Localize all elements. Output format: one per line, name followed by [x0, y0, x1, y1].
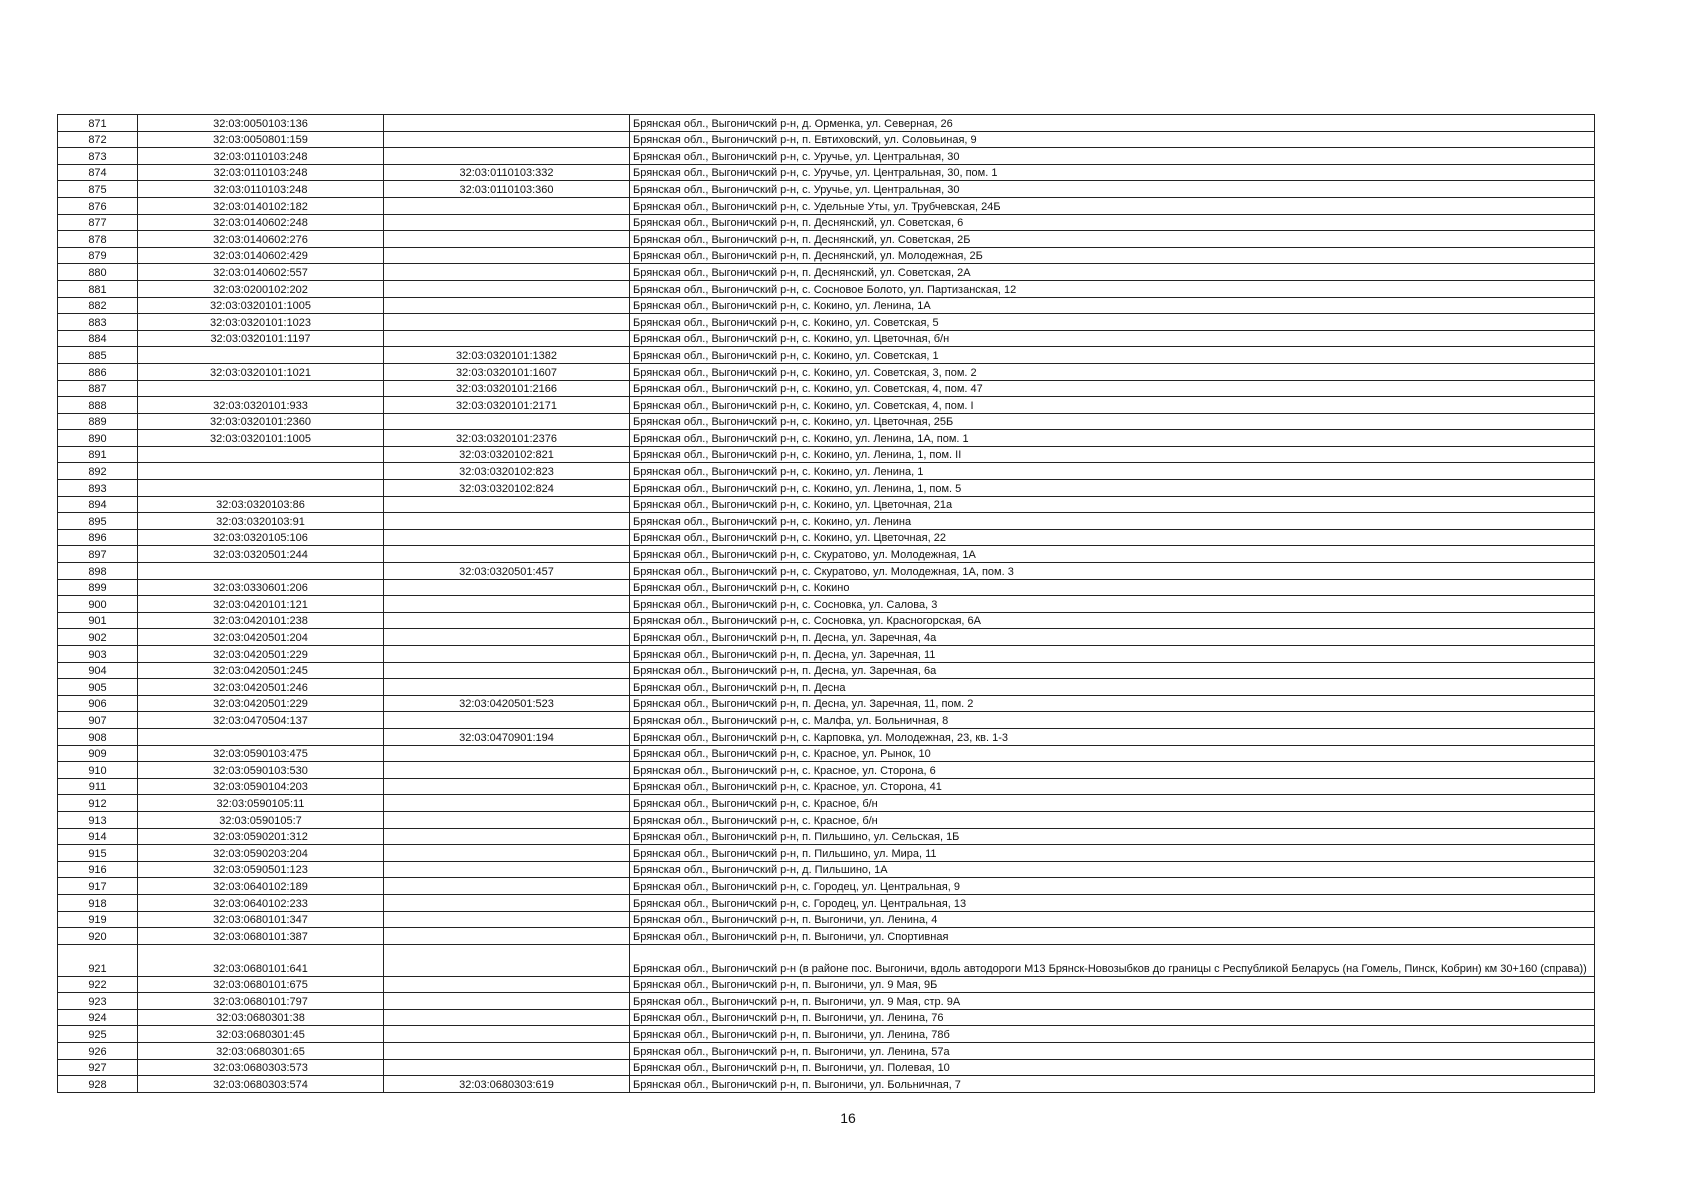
cadastral-number-cell: 32:03:0590103:530 — [138, 762, 384, 779]
cadastral-number-cell: 32:03:0050103:136 — [138, 115, 384, 132]
address-cell: Брянская обл., Выгоничский р-н, д. Орменка, ул. Северная, 26 — [630, 115, 1595, 132]
cadastral-number-cell: 32:03:0320103:86 — [138, 496, 384, 513]
row-number-cell: 920 — [58, 928, 138, 945]
address-cell: Брянская обл., Выгоничский р-н, п. Десна, ул. Заречная, 11, пом. 2 — [630, 695, 1595, 712]
address-cell: Брянская обл., Выгоничский р-н, п. Деснянский, ул. Советская, 2Б — [630, 231, 1595, 248]
row-number-cell: 876 — [58, 197, 138, 214]
row-number-cell: 875 — [58, 181, 138, 198]
cadastral-number-cell: 32:03:0320101:1023 — [138, 314, 384, 331]
address-cell: Брянская обл., Выгоничский р-н, с. Городец, ул. Центральная, 9 — [630, 878, 1595, 895]
row-number-cell: 914 — [58, 828, 138, 845]
table-row — [58, 993, 1595, 1010]
address-cell: Брянская обл., Выгоничский р-н, с. Кокино, ул. Советская, 1 — [630, 347, 1595, 364]
building-cadastral-number-cell — [384, 778, 630, 795]
row-number-cell: 891 — [58, 446, 138, 463]
cadastral-number-cell: 32:03:0320101:933 — [138, 397, 384, 414]
address-cell: Брянская обл., Выгоничский р-н, с. Уручье, ул. Центральная, 30 — [630, 148, 1595, 165]
page-number: 16 — [840, 1110, 856, 1126]
building-cadastral-number-cell: 32:03:0680303:619 — [384, 1076, 630, 1093]
cadastral-number-cell: 32:03:0420501:246 — [138, 679, 384, 696]
row-number-cell: 928 — [58, 1076, 138, 1093]
table-row — [58, 214, 1595, 231]
address-cell: Брянская обл., Выгоничский р-н, с. Кокино, ул. Цветочная, 21а — [630, 496, 1595, 513]
address-cell: Брянская обл., Выгоничский р-н, с. Сосновка, ул. Салова, 3 — [630, 596, 1595, 613]
row-number-cell: 919 — [58, 911, 138, 928]
address-cell: Брянская обл., Выгоничский р-н, с. Скуратово, ул. Молодежная, 1А — [630, 546, 1595, 563]
address-cell: Брянская обл., Выгоничский р-н, с. Кокино, ул. Ленина, 1, пом. II — [630, 446, 1595, 463]
table-row — [58, 1026, 1595, 1043]
row-number-cell: 922 — [58, 976, 138, 993]
address-cell: Брянская обл., Выгоничский р-н, с. Кокино, ул. Цветочная, 25Б — [630, 413, 1595, 430]
address-cell: Брянская обл., Выгоничский р-н, п. Десна, ул. Заречная, 4а — [630, 629, 1595, 646]
row-number-cell: 924 — [58, 1009, 138, 1026]
address-cell: Брянская обл., Выгоничский р-н, с. Кокино, ул. Советская, 4, пом. 47 — [630, 380, 1595, 397]
building-cadastral-number-cell — [384, 795, 630, 812]
address-cell: Брянская обл., Выгоничский р-н, с. Скуратово, ул. Молодежная, 1А, пом. 3 — [630, 563, 1595, 580]
table-row — [58, 795, 1595, 812]
building-cadastral-number-cell — [384, 845, 630, 862]
row-number-cell: 909 — [58, 745, 138, 762]
building-cadastral-number-cell — [384, 993, 630, 1010]
address-cell: Брянская обл., Выгоничский р-н, п. Десна, ул. Заречная, 6а — [630, 662, 1595, 679]
table-row — [58, 679, 1595, 696]
address-cell: Брянская обл., Выгоничский р-н, с. Карповка, ул. Молодежная, 23, кв. 1-3 — [630, 728, 1595, 745]
table-row — [58, 463, 1595, 480]
address-cell: Брянская обл., Выгоничский р-н (в районе пос. Выгоничи, вдоль автодороги М13 Брянск-Новозыбков до границы с Республикой Беларусь (на Гомель, Пинск, Кобрин) км 30+160 (справа)) — [630, 944, 1595, 976]
table-row — [58, 380, 1595, 397]
cadastral-number-cell: 32:03:0140602:248 — [138, 214, 384, 231]
table-row — [58, 264, 1595, 281]
address-cell: Брянская обл., Выгоничский р-н, с. Кокино, ул. Советская, 3, пом. 2 — [630, 363, 1595, 380]
table-row — [58, 297, 1595, 314]
cadastral-number-cell: 32:03:0420501:245 — [138, 662, 384, 679]
cadastral-number-cell: 32:03:0140602:429 — [138, 247, 384, 264]
table-row — [58, 811, 1595, 828]
cadastral-number-cell: 32:03:0140102:182 — [138, 197, 384, 214]
building-cadastral-number-cell — [384, 330, 630, 347]
address-cell: Брянская обл., Выгоничский р-н, п. Выгоничи, ул. Ленина, 76 — [630, 1009, 1595, 1026]
row-number-cell: 916 — [58, 861, 138, 878]
row-number-cell: 899 — [58, 579, 138, 596]
address-cell: Брянская обл., Выгоничский р-н, с. Кокино, ул. Ленина, 1А, пом. 1 — [630, 430, 1595, 447]
table-row — [58, 496, 1595, 513]
building-cadastral-number-cell — [384, 529, 630, 546]
row-number-cell: 915 — [58, 845, 138, 862]
row-number-cell: 889 — [58, 413, 138, 430]
building-cadastral-number-cell — [384, 944, 630, 976]
building-cadastral-number-cell — [384, 579, 630, 596]
building-cadastral-number-cell — [384, 247, 630, 264]
row-number-cell: 880 — [58, 264, 138, 281]
table-row — [58, 712, 1595, 729]
cadastral-number-cell — [138, 446, 384, 463]
address-cell: Брянская обл., Выгоничский р-н, с. Уручье, ул. Центральная, 30 — [630, 181, 1595, 198]
row-number-cell: 877 — [58, 214, 138, 231]
building-cadastral-number-cell — [384, 811, 630, 828]
building-cadastral-number-cell — [384, 1009, 630, 1026]
building-cadastral-number-cell: 32:03:0320101:1607 — [384, 363, 630, 380]
row-number-cell: 882 — [58, 297, 138, 314]
cadastral-number-cell — [138, 347, 384, 364]
building-cadastral-number-cell — [384, 762, 630, 779]
table-row — [58, 446, 1595, 463]
building-cadastral-number-cell — [384, 745, 630, 762]
table-row — [58, 397, 1595, 414]
building-cadastral-number-cell — [384, 911, 630, 928]
table-row — [58, 314, 1595, 331]
building-cadastral-number-cell — [384, 894, 630, 911]
building-cadastral-number-cell: 32:03:0110103:360 — [384, 181, 630, 198]
cadastral-number-cell: 32:03:0680301:65 — [138, 1043, 384, 1060]
building-cadastral-number-cell: 32:03:0320101:2166 — [384, 380, 630, 397]
table-row — [58, 762, 1595, 779]
cadastral-number-cell: 32:03:0590501:123 — [138, 861, 384, 878]
address-cell: Брянская обл., Выгоничский р-н, п. Выгоничи, ул. Спортивная — [630, 928, 1595, 945]
row-number-cell: 907 — [58, 712, 138, 729]
address-cell: Брянская обл., Выгоничский р-н, с. Кокино — [630, 579, 1595, 596]
cadastral-number-cell — [138, 380, 384, 397]
table-row — [58, 247, 1595, 264]
address-cell: Брянская обл., Выгоничский р-н, с. Кокино, ул. Ленина, 1, пом. 5 — [630, 480, 1595, 497]
cadastral-number-cell: 32:03:0320105:106 — [138, 529, 384, 546]
address-cell: Брянская обл., Выгоничский р-н, с. Кокино, ул. Ленина, 1А — [630, 297, 1595, 314]
table-row — [58, 894, 1595, 911]
cadastral-number-cell: 32:03:0680303:573 — [138, 1059, 384, 1076]
building-cadastral-number-cell — [384, 646, 630, 663]
cadastral-number-cell: 32:03:0140602:557 — [138, 264, 384, 281]
address-cell: Брянская обл., Выгоничский р-н, с. Кокино, ул. Цветочная, б/н — [630, 330, 1595, 347]
table-row — [58, 1076, 1595, 1093]
building-cadastral-number-cell — [384, 297, 630, 314]
cadastral-number-cell: 32:03:0320101:1197 — [138, 330, 384, 347]
building-cadastral-number-cell — [384, 197, 630, 214]
table-row — [58, 413, 1595, 430]
building-cadastral-number-cell — [384, 612, 630, 629]
address-cell: Брянская обл., Выгоничский р-н, п. Деснянский, ул. Советская, 2А — [630, 264, 1595, 281]
row-number-cell: 926 — [58, 1043, 138, 1060]
row-number-cell: 902 — [58, 629, 138, 646]
table-row — [58, 197, 1595, 214]
address-cell: Брянская обл., Выгоничский р-н, с. Кокино, ул. Советская, 4, пом. I — [630, 397, 1595, 414]
cadastral-number-cell: 32:03:0110103:248 — [138, 181, 384, 198]
row-number-cell: 892 — [58, 463, 138, 480]
table-row — [58, 878, 1595, 895]
row-number-cell: 872 — [58, 131, 138, 148]
building-cadastral-number-cell: 32:03:0320101:2171 — [384, 397, 630, 414]
table-row — [58, 330, 1595, 347]
cadastral-number-cell: 32:03:0200102:202 — [138, 280, 384, 297]
building-cadastral-number-cell — [384, 231, 630, 248]
address-cell: Брянская обл., Выгоничский р-н, с. Сосновое Болото, ул. Партизанская, 12 — [630, 280, 1595, 297]
row-number-cell: 911 — [58, 778, 138, 795]
table-row — [58, 1043, 1595, 1060]
table-row — [58, 1059, 1595, 1076]
row-number-cell: 906 — [58, 695, 138, 712]
cadastral-number-cell: 32:03:0320501:244 — [138, 546, 384, 563]
table-row — [58, 529, 1595, 546]
cadastral-number-cell: 32:03:0110103:248 — [138, 164, 384, 181]
table-row — [58, 662, 1595, 679]
row-number-cell: 904 — [58, 662, 138, 679]
building-cadastral-number-cell — [384, 496, 630, 513]
cadastral-number-cell: 32:03:0050801:159 — [138, 131, 384, 148]
table-row — [58, 911, 1595, 928]
address-cell: Брянская обл., Выгоничский р-н, п. Десна, ул. Заречная, 11 — [630, 646, 1595, 663]
row-number-cell: 905 — [58, 679, 138, 696]
building-cadastral-number-cell — [384, 679, 630, 696]
building-cadastral-number-cell — [384, 148, 630, 165]
building-cadastral-number-cell — [384, 1043, 630, 1060]
table-row — [58, 1009, 1595, 1026]
building-cadastral-number-cell — [384, 546, 630, 563]
table-row — [58, 612, 1595, 629]
row-number-cell: 883 — [58, 314, 138, 331]
building-cadastral-number-cell — [384, 413, 630, 430]
cadastral-number-cell: 32:03:0590105:11 — [138, 795, 384, 812]
table-row — [58, 181, 1595, 198]
table-row — [58, 845, 1595, 862]
building-cadastral-number-cell — [384, 131, 630, 148]
table-row — [58, 513, 1595, 530]
cadastral-number-cell: 32:03:0680101:347 — [138, 911, 384, 928]
address-cell: Брянская обл., Выгоничский р-н, с. Удельные Уты, ул. Трубчевская, 24Б — [630, 197, 1595, 214]
address-cell: Брянская обл., Выгоничский р-н, п. Деснянский, ул. Советская, 6 — [630, 214, 1595, 231]
row-number-cell: 917 — [58, 878, 138, 895]
row-number-cell: 903 — [58, 646, 138, 663]
table-row — [58, 363, 1595, 380]
table-row — [58, 596, 1595, 613]
cadastral-number-cell: 32:03:0680101:387 — [138, 928, 384, 945]
address-cell: Брянская обл., Выгоничский р-н, с. Малфа, ул. Больничная, 8 — [630, 712, 1595, 729]
address-cell: Брянская обл., Выгоничский р-н, п. Евтиховский, ул. Соловьиная, 9 — [630, 131, 1595, 148]
cadastral-number-cell: 32:03:0420501:229 — [138, 646, 384, 663]
building-cadastral-number-cell — [384, 861, 630, 878]
building-cadastral-number-cell — [384, 115, 630, 132]
address-cell: Брянская обл., Выгоничский р-н, п. Выгоничи, ул. 9 Мая, 9Б — [630, 976, 1595, 993]
row-number-cell: 878 — [58, 231, 138, 248]
cadastral-number-cell: 32:03:0640102:189 — [138, 878, 384, 895]
table-row — [58, 347, 1595, 364]
cadastral-number-cell — [138, 728, 384, 745]
cadastral-number-cell — [138, 480, 384, 497]
table-row — [58, 231, 1595, 248]
row-number-cell: 921 — [58, 944, 138, 976]
building-cadastral-number-cell: 32:03:0320102:824 — [384, 480, 630, 497]
cadastral-number-cell: 32:03:0320101:1021 — [138, 363, 384, 380]
address-cell: Брянская обл., Выгоничский р-н, с. Уручье, ул. Центральная, 30, пом. 1 — [630, 164, 1595, 181]
cadastral-number-cell: 32:03:0320101:1005 — [138, 430, 384, 447]
table-row — [58, 131, 1595, 148]
building-cadastral-number-cell — [384, 878, 630, 895]
row-number-cell: 881 — [58, 280, 138, 297]
row-number-cell: 908 — [58, 728, 138, 745]
property-registry-table — [57, 114, 1595, 1093]
address-cell: Брянская обл., Выгоничский р-н, п. Деснянский, ул. Молодежная, 2Б — [630, 247, 1595, 264]
table-row — [58, 778, 1595, 795]
table-row — [58, 928, 1595, 945]
row-number-cell: 898 — [58, 563, 138, 580]
building-cadastral-number-cell: 32:03:0470901:194 — [384, 728, 630, 745]
row-number-cell: 901 — [58, 612, 138, 629]
address-cell: Брянская обл., Выгоничский р-н, с. Сосновка, ул. Красногорская, 6А — [630, 612, 1595, 629]
address-cell: Брянская обл., Выгоничский р-н, с. Красное, б/н — [630, 795, 1595, 812]
row-number-cell: 897 — [58, 546, 138, 563]
building-cadastral-number-cell: 32:03:0320102:821 — [384, 446, 630, 463]
row-number-cell: 874 — [58, 164, 138, 181]
cadastral-number-cell: 32:03:0680101:641 — [138, 944, 384, 976]
address-cell: Брянская обл., Выгоничский р-н, п. Выгоничи, ул. Больничная, 7 — [630, 1076, 1595, 1093]
cadastral-number-cell — [138, 463, 384, 480]
building-cadastral-number-cell — [384, 928, 630, 945]
row-number-cell: 923 — [58, 993, 138, 1010]
building-cadastral-number-cell — [384, 264, 630, 281]
row-number-cell: 912 — [58, 795, 138, 812]
table-row — [58, 695, 1595, 712]
table-row — [58, 579, 1595, 596]
building-cadastral-number-cell — [384, 214, 630, 231]
building-cadastral-number-cell — [384, 1026, 630, 1043]
row-number-cell: 918 — [58, 894, 138, 911]
row-number-cell: 871 — [58, 115, 138, 132]
table-row — [58, 280, 1595, 297]
address-cell: Брянская обл., Выгоничский р-н, п. Пильшино, ул. Сельская, 1Б — [630, 828, 1595, 845]
cadastral-number-cell: 32:03:0140602:276 — [138, 231, 384, 248]
cadastral-number-cell: 32:03:0680101:797 — [138, 993, 384, 1010]
table-row — [58, 164, 1595, 181]
address-cell: Брянская обл., Выгоничский р-н, с. Кокино, ул. Ленина, 1 — [630, 463, 1595, 480]
cadastral-number-cell: 32:03:0640102:233 — [138, 894, 384, 911]
row-number-cell: 900 — [58, 596, 138, 613]
address-cell: Брянская обл., Выгоничский р-н, п. Десна — [630, 679, 1595, 696]
row-number-cell: 873 — [58, 148, 138, 165]
table-row — [58, 728, 1595, 745]
cadastral-number-cell: 32:03:0320101:2360 — [138, 413, 384, 430]
row-number-cell: 879 — [58, 247, 138, 264]
building-cadastral-number-cell — [384, 712, 630, 729]
address-cell: Брянская обл., Выгоничский р-н, с. Кокино, ул. Ленина — [630, 513, 1595, 530]
table-row — [58, 745, 1595, 762]
building-cadastral-number-cell: 32:03:0320501:457 — [384, 563, 630, 580]
row-number-cell: 884 — [58, 330, 138, 347]
cadastral-number-cell: 32:03:0420501:229 — [138, 695, 384, 712]
cadastral-number-cell — [138, 563, 384, 580]
cadastral-number-cell: 32:03:0680101:675 — [138, 976, 384, 993]
address-cell: Брянская обл., Выгоничский р-н, п. Выгоничи, ул. Ленина, 78б — [630, 1026, 1595, 1043]
cadastral-number-cell: 32:03:0110103:248 — [138, 148, 384, 165]
address-cell: Брянская обл., Выгоничский р-н, д. Пильшино, 1А — [630, 861, 1595, 878]
building-cadastral-number-cell — [384, 629, 630, 646]
row-number-cell: 913 — [58, 811, 138, 828]
table-row — [58, 861, 1595, 878]
table-row — [58, 148, 1595, 165]
building-cadastral-number-cell: 32:03:0110103:332 — [384, 164, 630, 181]
row-number-cell: 895 — [58, 513, 138, 530]
table-row — [58, 546, 1595, 563]
address-cell: Брянская обл., Выгоничский р-н, п. Выгоничи, ул. Полевая, 10 — [630, 1059, 1595, 1076]
table-body — [58, 115, 1595, 1093]
row-number-cell: 894 — [58, 496, 138, 513]
address-cell: Брянская обл., Выгоничский р-н, с. Красное, ул. Рынок, 10 — [630, 745, 1595, 762]
cadastral-number-cell: 32:03:0680301:38 — [138, 1009, 384, 1026]
address-cell: Брянская обл., Выгоничский р-н, п. Выгоничи, ул. Ленина, 57а — [630, 1043, 1595, 1060]
address-cell: Брянская обл., Выгоничский р-н, с. Красное, б/н — [630, 811, 1595, 828]
table-row — [58, 480, 1595, 497]
cadastral-number-cell: 32:03:0590201:312 — [138, 828, 384, 845]
building-cadastral-number-cell — [384, 662, 630, 679]
building-cadastral-number-cell: 32:03:0420501:523 — [384, 695, 630, 712]
cadastral-number-cell: 32:03:0680301:45 — [138, 1026, 384, 1043]
address-cell: Брянская обл., Выгоничский р-н, с. Красное, ул. Сторона, 41 — [630, 778, 1595, 795]
row-number-cell: 910 — [58, 762, 138, 779]
cadastral-number-cell: 32:03:0320103:91 — [138, 513, 384, 530]
cadastral-number-cell: 32:03:0590203:204 — [138, 845, 384, 862]
building-cadastral-number-cell — [384, 280, 630, 297]
row-number-cell: 887 — [58, 380, 138, 397]
table-row — [58, 944, 1595, 976]
building-cadastral-number-cell: 32:03:0320101:2376 — [384, 430, 630, 447]
table-row — [58, 430, 1595, 447]
address-cell: Брянская обл., Выгоничский р-н, п. Выгоничи, ул. 9 Мая, стр. 9А — [630, 993, 1595, 1010]
table-row — [58, 563, 1595, 580]
address-cell: Брянская обл., Выгоничский р-н, п. Пильшино, ул. Мира, 11 — [630, 845, 1595, 862]
row-number-cell: 925 — [58, 1026, 138, 1043]
address-cell: Брянская обл., Выгоничский р-н, с. Красное, ул. Сторона, 6 — [630, 762, 1595, 779]
address-cell: Брянская обл., Выгоничский р-н, с. Городец, ул. Центральная, 13 — [630, 894, 1595, 911]
table-row — [58, 629, 1595, 646]
building-cadastral-number-cell — [384, 513, 630, 530]
address-cell: Брянская обл., Выгоничский р-н, п. Выгоничи, ул. Ленина, 4 — [630, 911, 1595, 928]
row-number-cell: 890 — [58, 430, 138, 447]
row-number-cell: 893 — [58, 480, 138, 497]
cadastral-number-cell: 32:03:0420101:238 — [138, 612, 384, 629]
row-number-cell: 885 — [58, 347, 138, 364]
building-cadastral-number-cell: 32:03:0320102:823 — [384, 463, 630, 480]
building-cadastral-number-cell — [384, 314, 630, 331]
row-number-cell: 886 — [58, 363, 138, 380]
table-row — [58, 115, 1595, 132]
address-cell: Брянская обл., Выгоничский р-н, с. Кокино, ул. Цветочная, 22 — [630, 529, 1595, 546]
cadastral-number-cell: 32:03:0470504:137 — [138, 712, 384, 729]
cadastral-number-cell: 32:03:0320101:1005 — [138, 297, 384, 314]
building-cadastral-number-cell — [384, 596, 630, 613]
building-cadastral-number-cell — [384, 1059, 630, 1076]
cadastral-number-cell: 32:03:0590104:203 — [138, 778, 384, 795]
cadastral-number-cell: 32:03:0680303:574 — [138, 1076, 384, 1093]
building-cadastral-number-cell — [384, 976, 630, 993]
table-row — [58, 976, 1595, 993]
building-cadastral-number-cell: 32:03:0320101:1382 — [384, 347, 630, 364]
cadastral-number-cell: 32:03:0420101:121 — [138, 596, 384, 613]
cadastral-number-cell: 32:03:0330601:206 — [138, 579, 384, 596]
address-cell: Брянская обл., Выгоничский р-н, с. Кокино, ул. Советская, 5 — [630, 314, 1595, 331]
cadastral-number-cell: 32:03:0590105:7 — [138, 811, 384, 828]
row-number-cell: 888 — [58, 397, 138, 414]
table-row — [58, 646, 1595, 663]
row-number-cell: 896 — [58, 529, 138, 546]
row-number-cell: 927 — [58, 1059, 138, 1076]
table-row — [58, 828, 1595, 845]
building-cadastral-number-cell — [384, 828, 630, 845]
cadastral-number-cell: 32:03:0590103:475 — [138, 745, 384, 762]
cadastral-number-cell: 32:03:0420501:204 — [138, 629, 384, 646]
